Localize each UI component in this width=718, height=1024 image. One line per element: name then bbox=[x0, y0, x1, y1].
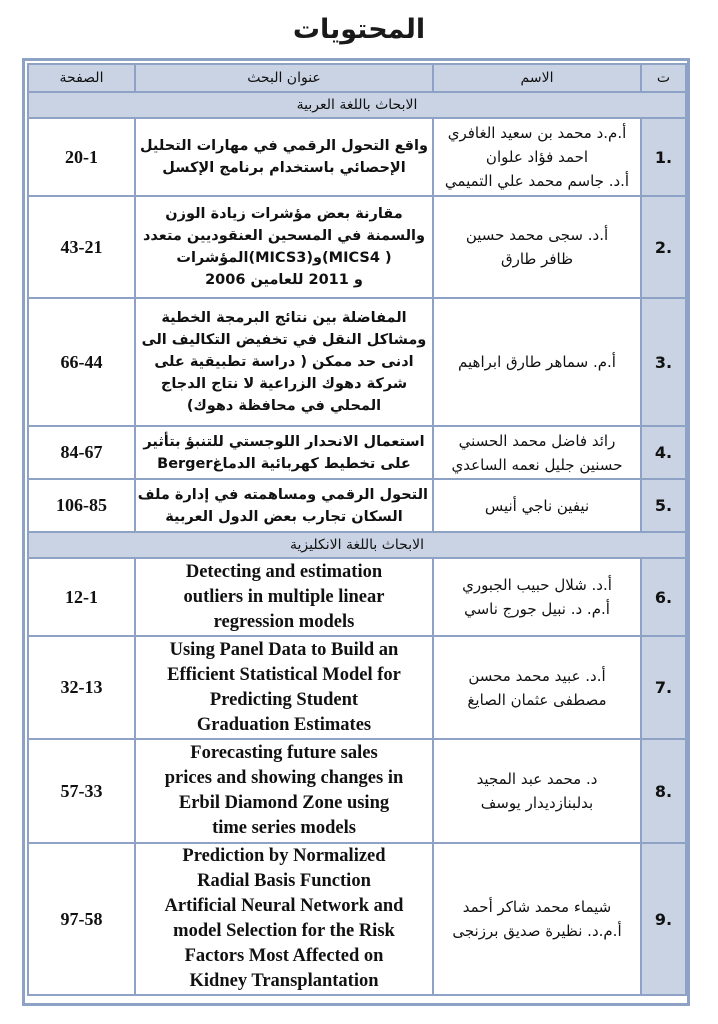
section-label: الابحاث باللغة الانكليزية bbox=[28, 532, 686, 558]
title-line: والسمنة في المسحين العنقوديين متعدد bbox=[142, 228, 426, 244]
title-line: Forecasting future sales bbox=[190, 743, 378, 763]
research-title bbox=[135, 558, 433, 636]
row-number: .6 bbox=[641, 558, 686, 636]
title-line: Detecting and estimation bbox=[185, 561, 383, 582]
header-pages: الصفحة bbox=[28, 64, 135, 92]
page-range: 20-1 bbox=[28, 118, 135, 196]
table-row bbox=[28, 558, 686, 636]
page-range: 32-13 bbox=[28, 636, 135, 739]
author-name: رائد فاضل محمد الحسني bbox=[458, 431, 616, 450]
title-line: المفاضلة بين نتائج البرمجة الخطية bbox=[161, 310, 407, 326]
page-range: 97-58 bbox=[28, 843, 135, 995]
title-line: model Selection for the Risk bbox=[173, 921, 395, 941]
author-name: أ.د. جاسم محمد علي التميمي bbox=[444, 172, 630, 190]
row-number: .5 bbox=[641, 479, 686, 532]
title-line: outliers in multiple linear bbox=[183, 586, 385, 607]
author-names bbox=[433, 636, 641, 739]
author-names bbox=[433, 196, 641, 298]
page-range: 57-33 bbox=[28, 739, 135, 843]
title-line: Prediction by Normalized bbox=[182, 846, 386, 866]
title-line: Kidney Transplantation bbox=[189, 971, 379, 991]
author-names bbox=[433, 118, 641, 196]
title-line: الإحصائي باستخدام برنامج الإكسل bbox=[162, 160, 406, 176]
title-line: التحول الرقمي ومساهمته في إدارة ملف bbox=[137, 486, 428, 503]
title-line: على تخطيط كهربائية الدماغBerger bbox=[157, 455, 411, 472]
research-title bbox=[135, 118, 433, 196]
title-line: و 2011 للعامين 2006 bbox=[205, 272, 363, 288]
author-name: أ.م. د. نبيل جورج ناسي bbox=[464, 600, 610, 618]
author-names bbox=[433, 426, 641, 479]
author-name: د. محمد عبد المجيد bbox=[476, 770, 598, 788]
title-line: prices and showing changes in bbox=[164, 768, 404, 788]
header-row bbox=[28, 64, 686, 92]
research-title bbox=[135, 298, 433, 426]
header-name: الاسم bbox=[433, 64, 641, 92]
research-title bbox=[135, 636, 433, 739]
author-names bbox=[433, 739, 641, 843]
table-row bbox=[28, 118, 686, 196]
research-title bbox=[135, 843, 433, 995]
author-names bbox=[433, 558, 641, 636]
row-number: .9 bbox=[641, 843, 686, 995]
title-line: Factors Most Affected on bbox=[184, 946, 384, 966]
title-line: شركة دهوك الزراعية لا نتاج الدجاج bbox=[160, 376, 408, 392]
page-range: 43-21 bbox=[28, 196, 135, 298]
title-line: Predicting Student bbox=[209, 689, 359, 710]
author-name: أ.م.د محمد بن سعيد الغافري bbox=[447, 124, 627, 142]
row-number: .4 bbox=[641, 426, 686, 479]
page-title: المحتويات bbox=[292, 14, 426, 45]
research-title bbox=[135, 196, 433, 298]
title-line: السكان تجارب بعض الدول العربية bbox=[165, 508, 403, 525]
table-row bbox=[28, 636, 686, 739]
author-name: نيفين ناجي أنيس bbox=[484, 496, 590, 515]
author-name: حسنين جليل نعمه الساعدي bbox=[451, 455, 623, 474]
title-line: مقارنة بعض مؤشرات زيادة الوزن bbox=[165, 206, 403, 222]
table-row bbox=[28, 196, 686, 298]
table-row bbox=[28, 426, 686, 479]
title-line: Using Panel Data to Build an bbox=[169, 639, 399, 660]
page-range: 84-67 bbox=[28, 426, 135, 479]
title-line: ادنى حد ممكن ( دراسة تطبيقية على bbox=[154, 354, 414, 370]
section-row bbox=[28, 92, 686, 118]
table-row bbox=[28, 298, 686, 426]
title-line: ( MICS4)و(MICS3)المؤشرات bbox=[176, 250, 392, 266]
section-label: الابحاث باللغة العربية bbox=[28, 92, 686, 118]
author-name: ظافر طارق bbox=[500, 250, 574, 268]
section-row bbox=[28, 532, 686, 558]
row-number: .8 bbox=[641, 739, 686, 843]
page-range: 106-85 bbox=[28, 479, 135, 532]
contents-table bbox=[27, 63, 687, 996]
header-title: عنوان البحث bbox=[135, 64, 433, 92]
author-name: أ.م.د. نظيرة صديق برزنجى bbox=[452, 922, 622, 940]
row-number: .7 bbox=[641, 636, 686, 739]
author-name: أ.م. سماهر طارق ابراهيم bbox=[458, 353, 616, 371]
research-title bbox=[135, 479, 433, 532]
table-row bbox=[28, 479, 686, 532]
author-names bbox=[433, 479, 641, 532]
author-name: مصطفى عثمان الصايغ bbox=[467, 690, 607, 709]
author-name: بدلبنازديدار يوسف bbox=[480, 794, 594, 812]
title-line: Radial Basis Function bbox=[197, 871, 371, 891]
title-line: المحلي في محافظة دهوك) bbox=[186, 398, 382, 414]
page-range: 12-1 bbox=[28, 558, 135, 636]
author-names bbox=[433, 843, 641, 995]
title-line: Efficient Statistical Model for bbox=[167, 664, 401, 685]
author-name: احمد فؤاد علوان bbox=[485, 148, 589, 166]
contents-body bbox=[28, 92, 686, 995]
table-row bbox=[28, 739, 686, 843]
author-name: أ.د. شلال حبيب الجبوري bbox=[462, 576, 612, 594]
page-range: 66-44 bbox=[28, 298, 135, 426]
title-line: Artificial Neural Network and bbox=[164, 896, 404, 916]
row-number: .2 bbox=[641, 196, 686, 298]
table-row bbox=[28, 843, 686, 995]
research-title bbox=[135, 739, 433, 843]
row-number: .1 bbox=[641, 118, 686, 196]
title-line: ومشاكل النقل في تخفيض التكاليف الى bbox=[141, 332, 427, 348]
title-line: واقع التحول الرقمي في مهارات التحليل bbox=[139, 138, 428, 154]
research-title bbox=[135, 426, 433, 479]
title-line: regression models bbox=[213, 611, 355, 632]
title-line: Graduation Estimates bbox=[196, 714, 372, 735]
header-num: ت bbox=[641, 64, 686, 92]
author-name: شيماء محمد شاكر أحمد bbox=[462, 898, 612, 916]
title-line: استعمال الانحدار اللوجستي للتنبؤ بتأثير bbox=[143, 433, 425, 450]
title-line: Erbil Diamond Zone using bbox=[178, 793, 390, 813]
row-number: .3 bbox=[641, 298, 686, 426]
author-name: أ.د. عبيد محمد محسن bbox=[468, 666, 606, 685]
title-line: time series models bbox=[212, 818, 356, 838]
author-names bbox=[433, 298, 641, 426]
author-name: أ.د. سجى محمد حسين bbox=[465, 226, 609, 244]
